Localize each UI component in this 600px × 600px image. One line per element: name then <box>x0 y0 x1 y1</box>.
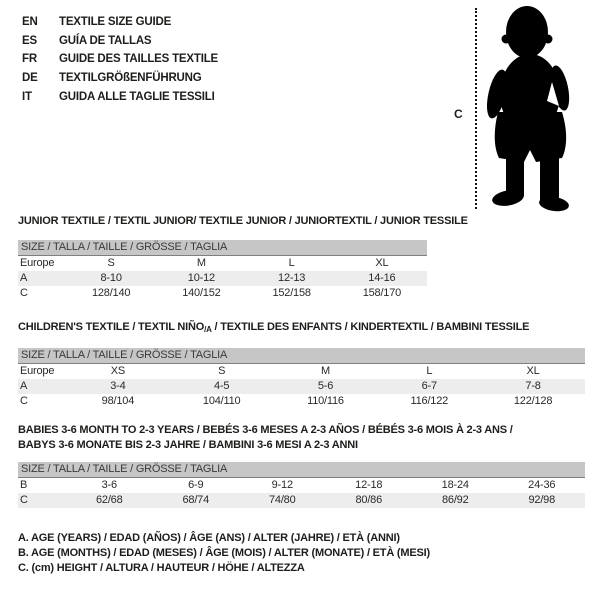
table-cell: XL <box>375 257 389 269</box>
row-label: C <box>20 494 28 506</box>
language-row-fr <box>22 50 218 69</box>
table-row <box>18 493 585 508</box>
section-title <box>18 322 585 335</box>
table-cell: 4-5 <box>214 380 230 392</box>
section-title <box>18 423 585 453</box>
table-row <box>18 256 427 271</box>
language-title: GUIDA ALLE TAGLIE TESSILI <box>59 90 215 103</box>
row-label: A <box>20 380 28 392</box>
section-junior-textile <box>18 215 468 301</box>
language-title: TEXTILE SIZE GUIDE <box>59 16 172 29</box>
table-row <box>18 478 585 493</box>
language-code: ES <box>22 34 37 47</box>
table-cell: 10-12 <box>187 272 215 284</box>
table-row <box>18 364 585 379</box>
table-cell: XS <box>110 365 126 377</box>
row-label: C <box>20 287 28 299</box>
table-cell: 122/128 <box>513 395 553 407</box>
table-row <box>18 394 585 409</box>
language-header <box>22 13 218 106</box>
table-cell: M <box>196 257 206 269</box>
table-cell: 6-7 <box>421 380 437 392</box>
section-babies-textile <box>18 423 585 508</box>
language-row-es <box>22 32 218 51</box>
table-cell: 7-8 <box>525 380 541 392</box>
table-cell: L <box>426 365 433 377</box>
table-cell: 80/86 <box>355 494 383 506</box>
table-cell: 8-10 <box>100 272 122 284</box>
baby-silhouette-icon <box>482 2 596 212</box>
table-cell: 18-24 <box>441 479 469 491</box>
legend-line-a: A. AGE (YEARS) / EDAD (AÑOS) / ÂGE (ANS) / ALTER (JAHRE) / ETÀ (ANNI) <box>18 532 400 544</box>
row-label: Europe <box>20 257 55 269</box>
height-dotted-line <box>475 8 477 209</box>
table-cell: 110/116 <box>307 395 344 407</box>
table-row <box>18 379 585 394</box>
table-cell: 5-6 <box>317 380 334 392</box>
table-row <box>18 286 427 301</box>
section-title-line1: BABIES 3-6 MONTH TO 2-3 YEARS / BEBÉS 3-6 MESES A 2-3 AÑOS / BÉBÉS 3-6 MOIS À 2-3 ANS / <box>18 424 513 436</box>
table-cell: M <box>321 365 330 377</box>
table-cell: 62/68 <box>95 494 123 506</box>
table-cell: S <box>218 365 226 377</box>
row-label: Europe <box>20 365 55 377</box>
table-cell: 68/74 <box>182 494 210 506</box>
table-cell: S <box>107 257 115 269</box>
section-childrens-textile <box>18 322 585 409</box>
language-row-de <box>22 69 218 88</box>
table-cell: 12-18 <box>355 479 383 491</box>
table-cell: 116/122 <box>410 395 449 407</box>
table-cell: 3-4 <box>110 380 126 392</box>
section-title-subscript: /A <box>204 325 212 334</box>
table-cell: 104/110 <box>202 395 241 407</box>
language-title: GUIDE DES TAILLES TEXTILE <box>59 53 218 66</box>
table-row <box>18 271 427 286</box>
section-title: JUNIOR TEXTILE / TEXTIL JUNIOR/ TEXTILE JUNIOR / JUNIORTEXTIL / JUNIOR TESSILE <box>18 215 468 227</box>
language-title: TEXTILGRÖßENFÜHRUNG <box>59 72 202 85</box>
legend-line-b: B. AGE (MONTHS) / EDAD (MESES) / ÂGE (MOIS) / ALTER (MONATE) / ETÀ (MESI) <box>18 547 430 559</box>
language-title: GUÍA DE TALLAS <box>59 34 152 47</box>
language-code: DE <box>22 72 38 85</box>
table-cell: 6-9 <box>188 479 204 491</box>
size-header-bar: SIZE / TALLA / TAILLE / GRÖSSE / TAGLIA <box>18 240 427 256</box>
row-label: B <box>20 479 28 491</box>
table-cell: 24-36 <box>528 479 556 491</box>
table-cell: XL <box>526 365 540 377</box>
section-title-text: CHILDREN'S TEXTILE / TEXTIL NIÑO <box>18 321 205 333</box>
table-cell: 158/170 <box>362 287 402 299</box>
table-cell: 86/92 <box>441 494 469 506</box>
size-header-bar: SIZE / TALLA / TAILLE / GRÖSSE / TAGLIA <box>18 348 585 364</box>
size-header-bar: SIZE / TALLA / TAILLE / GRÖSSE / TAGLIA <box>18 462 585 478</box>
table-cell: 128/140 <box>91 287 131 299</box>
height-measure-label: C <box>454 107 463 121</box>
table-cell: 152/158 <box>272 287 311 299</box>
table-cell: L <box>288 257 295 269</box>
language-row-en <box>22 13 218 32</box>
legend-line-c: C. (cm) HEIGHT / ALTURA / HAUTEUR / HÖHE / ALTEZZA <box>18 562 305 574</box>
row-label: A <box>20 272 28 284</box>
language-code: IT <box>22 90 32 103</box>
table-cell: 14-16 <box>368 272 396 284</box>
language-code: FR <box>22 53 37 66</box>
table-cell: 12-13 <box>278 272 306 284</box>
table-cell: 9-12 <box>271 479 293 491</box>
section-title-text: / TEXTILE DES ENFANTS / KINDERTEXTIL / BAMBINI TESSILE <box>211 321 530 333</box>
language-code: EN <box>22 16 38 29</box>
table-cell: 98/104 <box>101 395 135 407</box>
row-label: C <box>20 395 28 407</box>
table-cell: 3-6 <box>101 479 117 491</box>
table-cell: 74/80 <box>268 494 296 506</box>
section-title-line2: BABYS 3-6 MONATE BIS 2-3 JAHRE / BAMBINI 3-6 MESI A 2-3 ANNI <box>18 439 358 451</box>
language-row-it <box>22 87 218 106</box>
table-cell: 140/152 <box>182 287 221 299</box>
legend <box>18 531 430 576</box>
table-cell: 92/98 <box>528 494 556 506</box>
